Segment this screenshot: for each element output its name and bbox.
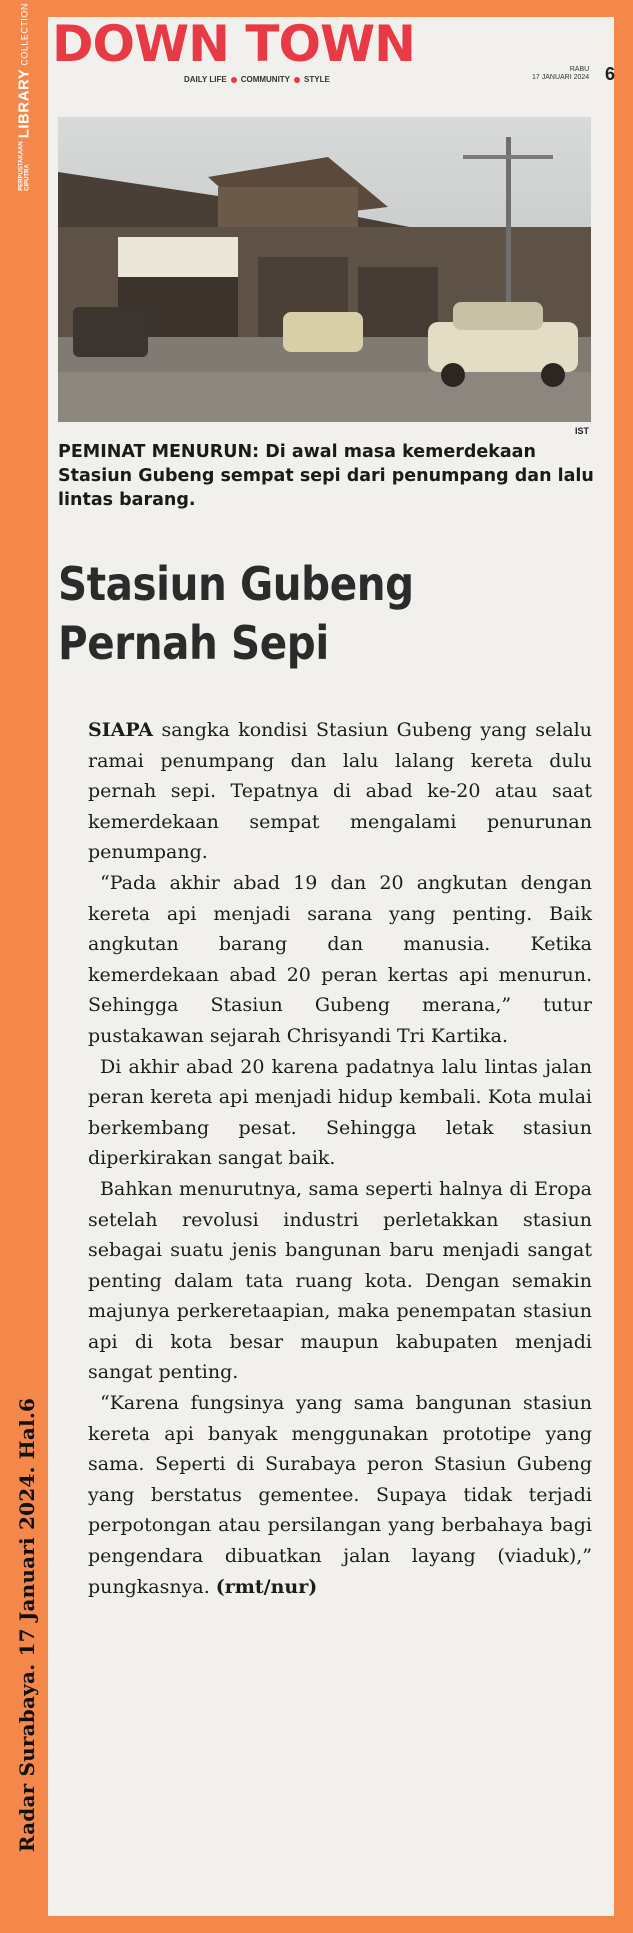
source-note: Radar Surabaya. 17 Januari 2024. Hal.6 — [15, 1397, 39, 1853]
article-body — [88, 715, 592, 1602]
library-stamp — [0, 3, 48, 191]
headline — [58, 555, 533, 673]
issue-day: RABU — [569, 66, 590, 73]
subnav-style: STYLE — [304, 75, 330, 84]
lead-word: SIAPA — [88, 719, 153, 741]
section-title: DOWN TOWN — [52, 15, 416, 73]
section-subnav — [184, 75, 330, 84]
library-collection: COLLECTION — [19, 3, 29, 66]
page-number: 6 — [605, 64, 616, 84]
paragraph-1 — [88, 715, 592, 868]
headline-line-1: Stasiun Gubeng — [58, 557, 414, 611]
photo-caption — [58, 440, 598, 512]
bullet-icon — [294, 77, 300, 83]
paragraph-5 — [88, 1388, 592, 1602]
subnav-community: COMMUNITY — [240, 75, 291, 84]
library-big: LIBRARY — [15, 68, 33, 139]
photo-credit: IST — [575, 426, 590, 436]
issue-date-text: 17 JANUARI 2024 — [532, 74, 590, 81]
paragraph-2: “Pada akhir abad 19 dan 20 angkutan dengan kereta api menjadi sarana yang penting. Baik angkutan barang dan manusia. Ketika kemerdekaan abad 20 peran kertas api menurun. Sehingga Stasiun Gubeng merana,” tutur pustakawan sejarah Chrisyandi Tri Kartika. — [88, 871, 592, 1047]
library-small-top: PERPUSTAKAAN — [18, 141, 24, 191]
headline-line-2: Pernah Sepi — [58, 616, 329, 670]
paragraph-4: Bahkan menurutnya, sama seperti halnya di Eropa setelah revolusi industri perletakkan stasiun sebagai suatu jenis bangunan baru menjadi sangat penting dalam tata ruang kota. Dengan semakin majunya perkeretaapian, maka penempatan stasiun api di kota besar maupun kabupaten menjadi sangat penting. — [88, 1177, 592, 1384]
subnav-daily-life: DAILY LIFE — [184, 75, 227, 84]
paragraph-5-text: “Karena fungsinya yang sama bangunan stasiun kereta api banyak menggunakan prototipe yang sama. Seperti di Surabaya peron Stasiun Gubeng yang berstatus gementee. Supaya tidak terjadi perpotongan atau persilangan yang berbahaya bagi pengendara dibuatkan jalan layang (viaduk),” pungkasnya. — [88, 1392, 592, 1598]
caption-text: Di awal masa kemerdekaan Stasiun Gubeng sempat sepi dari penumpang dan lalu lintas barang. — [58, 442, 594, 510]
caption-label: PEMINAT MENURUN: — [58, 442, 260, 462]
library-small-bottom: CIPUTRA — [24, 164, 30, 191]
bullet-icon — [231, 77, 237, 83]
author-signature: (rmt/nur) — [215, 1575, 318, 1598]
library-stamp-small — [18, 141, 30, 191]
paragraph-1-text: sangka kondisi Stasiun Gubeng yang selalu ramai penumpang dan lalu lalang kereta dulu pernah sepi. Tepatnya di abad ke-20 atau saat kemerdekaan sempat mengalami penurunan penumpang. — [88, 719, 592, 864]
issue-date — [532, 66, 589, 82]
station-photo — [58, 117, 591, 422]
paragraph-3: Di akhir abad 20 karena padatnya lalu lintas jalan peran kereta api menjadi hidup kembali. Kota mulai berkembang pesat. Sehingga letak stasiun diperkirakan sangat baik. — [88, 1055, 592, 1170]
station-photo-illustration — [58, 117, 591, 422]
library-stamp-text — [16, 3, 33, 191]
